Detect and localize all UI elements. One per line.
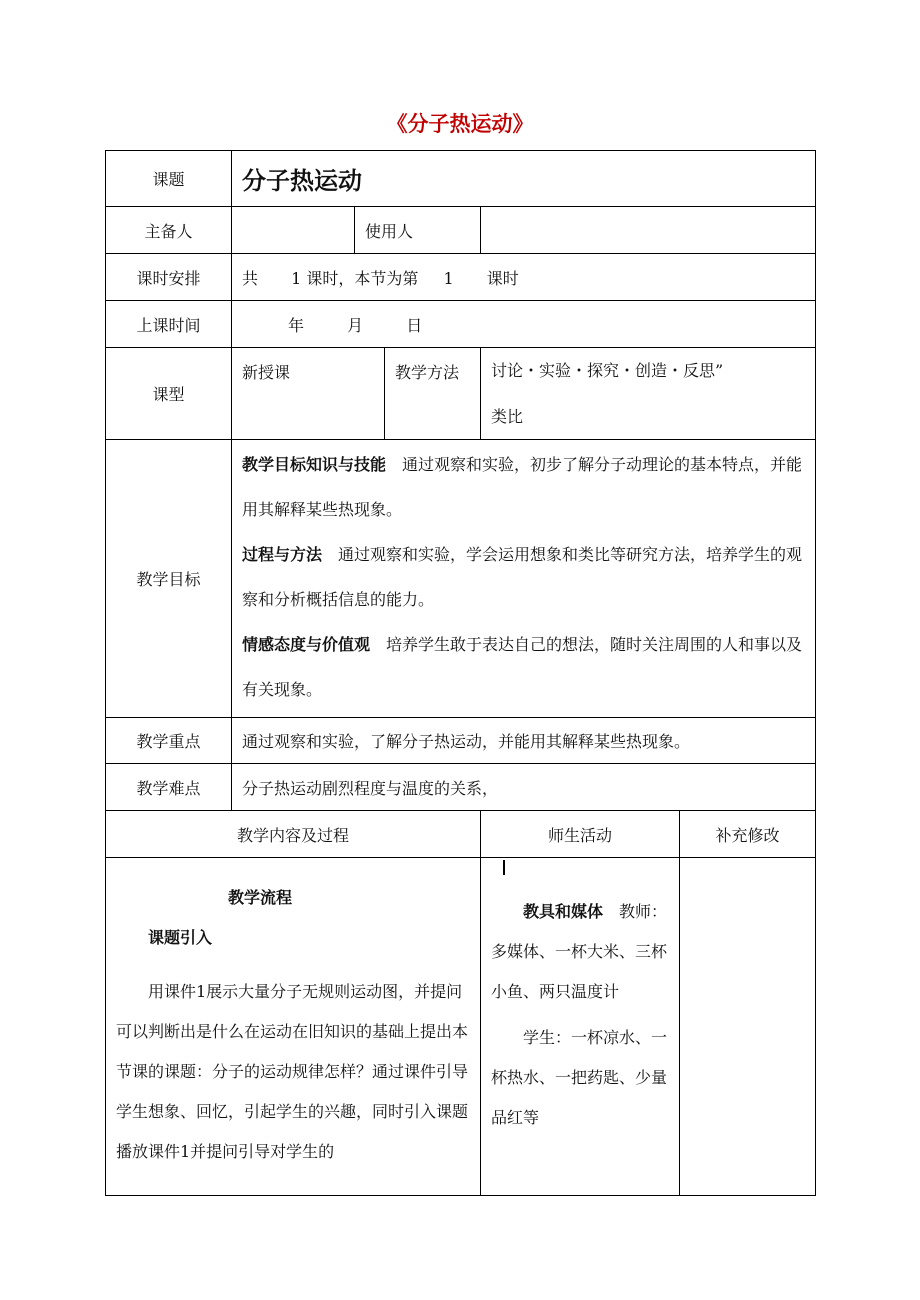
row-topic bbox=[106, 151, 816, 207]
schedule-n2: 1 bbox=[443, 268, 454, 288]
method-label: 教学方法 bbox=[385, 348, 481, 440]
flow-text: 用课件1展示大量分子无规则运动图，并提问可以判断出是什么在运动在旧知识的基础上提出本节课的课题：分子的运动规律怎样？通过课件引导学生想象、回忆，引起学生的兴趣，同时引入课题播放课件1并提问引导对学生的 bbox=[116, 982, 469, 1161]
goal-process bbox=[242, 532, 805, 622]
row-key-point bbox=[106, 718, 816, 764]
flow-sub: 课题引入 bbox=[148, 928, 213, 947]
key-point-value: 通过观察和实验，了解分子热运动，并能用其解释某些热现象。 bbox=[232, 718, 816, 764]
supplement-cell bbox=[680, 858, 816, 1196]
row-preparer bbox=[106, 207, 816, 254]
goal-emotion-head: 情感态度与价值观 bbox=[242, 635, 371, 654]
page-title: 《分子热运动》 bbox=[386, 111, 534, 136]
difficulty-value: 分子热运动剧烈程度与温度的关系， bbox=[232, 764, 816, 811]
header-content: 教学内容及过程 bbox=[106, 811, 481, 858]
lesson-type-label: 课型 bbox=[106, 348, 232, 440]
row-difficulty bbox=[106, 764, 816, 811]
row-headers bbox=[106, 811, 816, 858]
row-schedule bbox=[106, 254, 816, 301]
schedule-label: 课时安排 bbox=[106, 254, 232, 301]
media-student: 学生：一杯凉水、一杯热水、一把药匙、少量品红等 bbox=[491, 1028, 668, 1127]
row-process bbox=[106, 858, 816, 1196]
topic-value bbox=[232, 151, 816, 207]
difficulty-label: 教学难点 bbox=[106, 764, 232, 811]
header-supplement: 补充修改 bbox=[680, 811, 816, 858]
flow-heading: 教学流程 bbox=[228, 888, 293, 907]
goal-process-text: 通过观察和实验，学会运用想象和类比等研究方法，培养学生的观察和分析概括信息的能力。 bbox=[242, 545, 803, 609]
lesson-plan-table bbox=[105, 150, 816, 1196]
class-time-value bbox=[232, 301, 816, 348]
row-goals bbox=[106, 440, 816, 718]
goals-label: 教学目标 bbox=[106, 440, 232, 718]
lesson-type-value: 新授课 bbox=[232, 348, 385, 440]
month-label: 月 bbox=[347, 315, 364, 335]
goal-knowledge-head: 教学目标知识与技能 bbox=[242, 455, 387, 474]
goals-value bbox=[232, 440, 816, 718]
user-label: 使用人 bbox=[355, 207, 481, 254]
schedule-n1: 1 bbox=[291, 268, 302, 288]
preparer-value bbox=[232, 207, 355, 254]
goal-emotion-text: 培养学生敢于表达自己的想法，随时关注周围的人和事以及有关现象。 bbox=[242, 635, 803, 699]
goal-knowledge-text: 通过观察和实验，初步了解分子动理论的基本特点，并能用其解释某些热现象。 bbox=[242, 455, 803, 519]
flow-cell bbox=[106, 858, 481, 1196]
row-class-time bbox=[106, 301, 816, 348]
day-label: 日 bbox=[406, 315, 423, 335]
preparer-label: 主备人 bbox=[106, 207, 232, 254]
method-value-cell bbox=[481, 348, 816, 440]
row-lesson-type bbox=[106, 348, 816, 440]
media-teacher bbox=[491, 892, 673, 1012]
schedule-p2: 课时，本节为第 bbox=[306, 268, 419, 288]
goal-emotion bbox=[242, 622, 805, 712]
topic-text: 分子热运动 bbox=[242, 167, 362, 195]
media-cell bbox=[481, 858, 680, 1196]
class-time-label: 上课时间 bbox=[106, 301, 232, 348]
method-value: 讨论・实验・探究・创造・反思” bbox=[491, 361, 724, 380]
goal-process-head: 过程与方法 bbox=[242, 545, 323, 564]
media-head: 教具和媒体 bbox=[523, 902, 604, 921]
key-point-label: 教学重点 bbox=[106, 718, 232, 764]
cell-marker bbox=[503, 860, 505, 875]
topic-label: 课题 bbox=[106, 151, 232, 207]
schedule-p1: 共 bbox=[242, 268, 259, 288]
media-teacher-text: 教师：多媒体、一杯大米、三杯小鱼、两只温度计 bbox=[491, 902, 668, 1001]
user-value bbox=[481, 207, 816, 254]
header-activity: 师生活动 bbox=[481, 811, 680, 858]
year-label: 年 bbox=[288, 315, 305, 335]
method-value-2: 类比 bbox=[491, 407, 524, 426]
goal-knowledge bbox=[242, 442, 805, 532]
schedule-value bbox=[232, 254, 816, 301]
schedule-p3: 课时 bbox=[486, 268, 519, 288]
